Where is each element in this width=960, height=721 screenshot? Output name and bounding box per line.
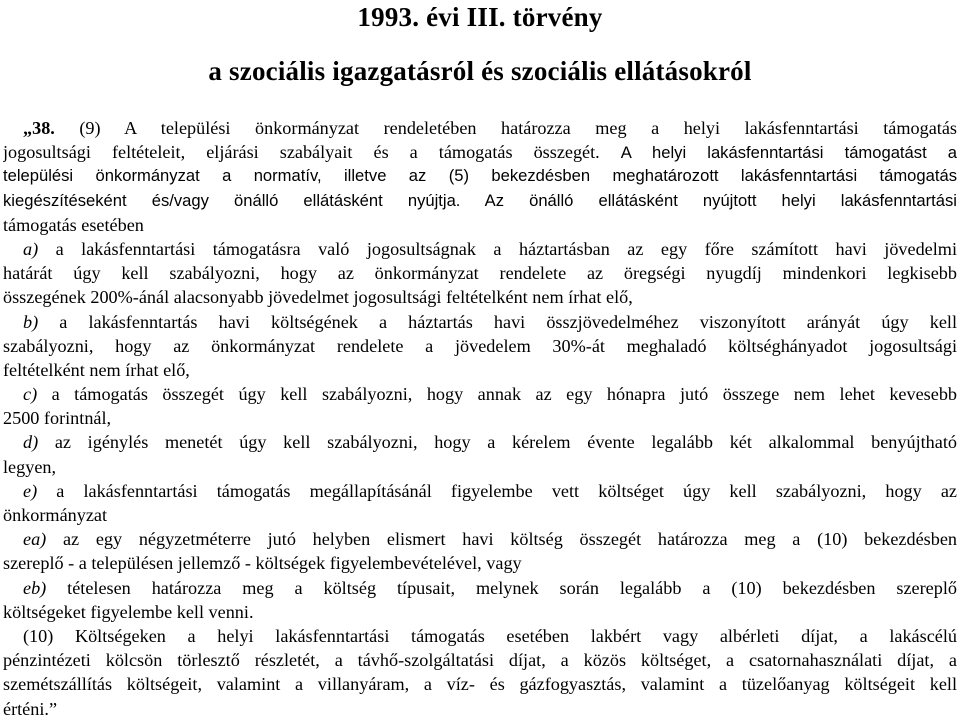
document-body (3, 116, 957, 721)
list-item-d: d) az igénylés menetét úgy kell szabályozni, hogy a kérelem évente legalább két alkalommal benyújtható (23, 432, 957, 453)
text-line: szemétszállítás költségeit, valamint a villanyáram, a víz- és gázfogyasztás, valamint a tüzelőanyag költségeit kell (3, 674, 957, 695)
text-line: legyen, (3, 456, 57, 477)
list-item-eb: eb) tételesen határozza meg a költség típusait, melynek során legalább a (10) bekezdésben szereplő (23, 577, 957, 598)
text-line: települési önkormányzat a normatív, illetve az (5) bekezdésben meghatározott lakásfenntartási támogatás (3, 166, 957, 186)
document-title: 1993. évi III. törvény (357, 2, 603, 32)
text-line: kiegészítéseként és/vagy önálló ellátásként nyújtja. Az önálló ellátásként nyújtott helyi lakásfenntartási (3, 190, 957, 210)
list-item-a: a) a lakásfenntartási támogatásra való jogosultságnak a háztartásban az egy főre számított havi jövedelmi (23, 238, 957, 259)
text-line: szabályozni, hogy az önkormányzat rendelete a jövedelem 30%-át meghaladó költséghányadot jogosultsági (3, 335, 957, 356)
section-number: „38. (23, 118, 55, 138)
text-line: feltételként nem írhat elő, (3, 359, 190, 380)
list-item-b: b) a lakásfenntartás havi költségének a háztartás havi összjövedelméhez viszonyított arányát úgy kell (23, 311, 957, 332)
text-line: 2500 forintnál, (3, 408, 112, 429)
text-line: „38. (9) A települési önkormányzat rendeletében határozza meg a helyi lakásfenntartási támogatás (23, 118, 957, 138)
text-line: érténi.” (3, 698, 58, 719)
list-item-c: c) a támogatás összegét úgy kell szabályozni, hogy annak az egy hónapra jutó összege nem lehet kevesebb (23, 384, 957, 405)
text-line: pénzintézeti kölcsön törlesztő részletét, a távhő-szolgáltatási díjat, a közös költséget, a csatornahasználati díjat, a (3, 650, 957, 671)
text-line: összegének 200%-ánál alacsonyabb jövedelmet jogosultsági feltételként nem írhat elő, (3, 287, 633, 308)
document-subtitle: a szociális igazgatásról és szociális ellátásokról (208, 56, 752, 86)
list-item-ea: ea) az egy négyzetméterre jutó helyben elismert havi költség összegét határozza meg a (10) bekezdésben (23, 529, 957, 550)
text-line: jogosultsági feltételeit, eljárási szabályait és a támogatás összegét. A helyi lakásfenntartási támogatást a (3, 142, 957, 163)
text-line: önkormányzat (3, 505, 108, 525)
text-line: határát úgy kell szabályozni, hogy az önkormányzat rendelete az öregségi nyugdíj mindenkori legkisebb (3, 263, 957, 284)
text-line: támogatás esetében (3, 214, 144, 235)
list-item-e: e) a lakásfenntartási támogatás megállapításánál figyelembe vett költséget úgy kell szabályozni, hogy az (23, 480, 957, 501)
text-line: szereplő - a településen jellemző - költségek figyelembevételével, vagy (3, 553, 522, 574)
text-line: költségeket figyelembe kell venni. (3, 601, 254, 622)
paragraph-10: (10) Költségeken a helyi lakásfenntartási támogatás esetében lakbért vagy albérleti díjat, a lakáscélú (23, 625, 957, 646)
